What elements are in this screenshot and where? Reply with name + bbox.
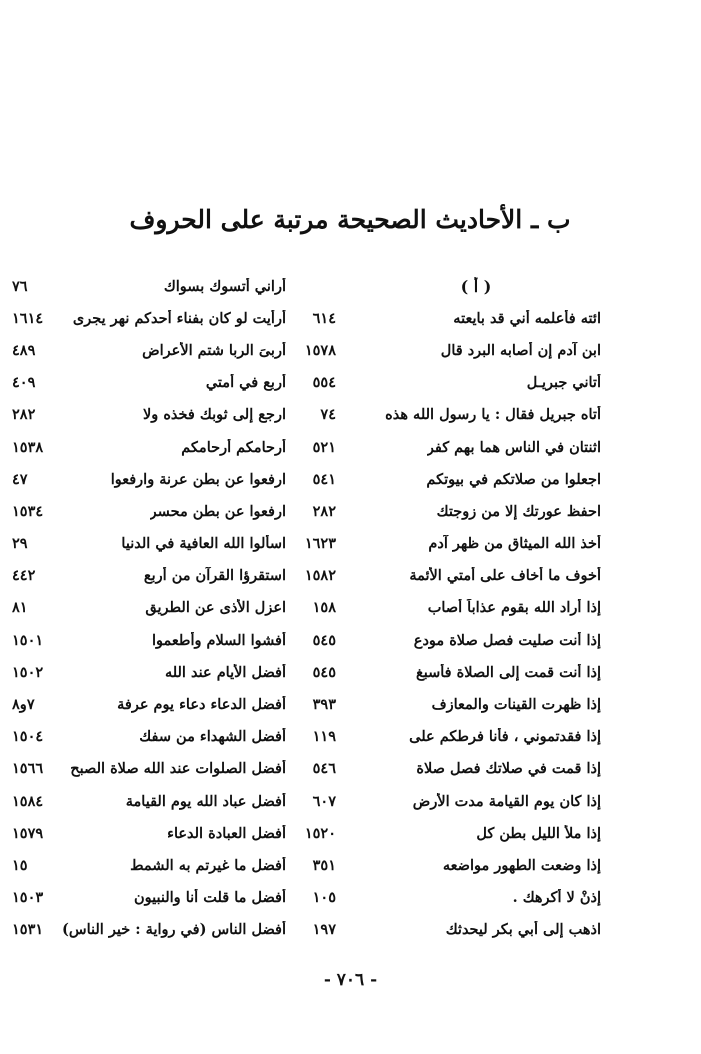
hadith-text: إذا ملأ الليل بطن كل <box>476 824 601 842</box>
hadith-number: ١٥٧٨ <box>304 341 336 359</box>
hadith-number: ١٥٣٤ <box>12 502 44 520</box>
hadith-text: أفضل عباد الله يوم القيامة <box>125 792 286 810</box>
hadith-number: ٥٤١ <box>312 470 336 488</box>
hadith-number: ٥٤٥ <box>312 631 336 649</box>
hadith-number: ١٥٨٤ <box>12 792 44 810</box>
hadith-text: أفضل الدعاء دعاء يوم عرفة <box>117 696 286 714</box>
index-entry <box>304 560 601 592</box>
hadith-number: ١٦١٤ <box>12 309 44 327</box>
hadith-number: ٧٤ <box>320 406 336 424</box>
hadith-text: أفشوا السلام وأطعموا <box>152 631 286 649</box>
index-entry <box>6 463 286 495</box>
index-entry <box>312 302 601 334</box>
index-entry <box>6 914 286 946</box>
index-entry <box>312 592 601 624</box>
index-entry <box>6 753 286 785</box>
hadith-number: ٤٨٩ <box>12 341 36 359</box>
hadith-text: أخوف ما أخاف على أمتي الأئمة <box>409 567 601 585</box>
hadith-number: ٦١٤ <box>312 309 336 327</box>
hadith-text: أراني أتسوك بسواك <box>163 277 286 295</box>
index-entry <box>312 367 601 399</box>
index-entry <box>6 624 286 656</box>
hadith-number: ٧و٨ <box>12 696 35 714</box>
hadith-number: ١٥٨ <box>312 599 336 617</box>
index-entry <box>6 270 286 302</box>
hadith-number: ٦٠٧ <box>312 792 336 810</box>
hadith-number: ٣٩٣ <box>312 696 336 714</box>
hadith-number: ٥٤٥ <box>312 663 336 681</box>
hadith-text: أفضل الصلوات عند الله صلاة الصبح <box>70 760 286 778</box>
index-entry <box>312 624 601 656</box>
hadith-number: ٥٥٤ <box>312 374 336 392</box>
right-column <box>304 270 601 946</box>
index-entry <box>312 463 601 495</box>
index-entry <box>6 721 286 753</box>
hadith-text: احفظ عورتك إلا من زوجتك <box>436 502 601 520</box>
hadith-number: ٧٦ <box>12 277 28 295</box>
hadith-text: أربع في أمتي <box>205 374 286 392</box>
index-entry <box>6 656 286 688</box>
hadith-text: استقرؤا القرآن من أربع <box>143 567 286 585</box>
index-entry <box>6 817 286 849</box>
hadith-number: ٥٢١ <box>312 438 336 456</box>
hadith-text: ابن آدم إن أصابه البرد قال <box>440 341 601 359</box>
hadith-text: إذا فقدتموني ، فأنا فرطكم على <box>409 728 601 746</box>
hadith-number: ١٥٢٠ <box>304 824 336 842</box>
hadith-number: ٢٨٢ <box>312 502 336 520</box>
hadith-number: ١٥ <box>12 856 28 874</box>
hadith-text: أخذ الله الميثاق من ظهر آدم <box>428 535 601 553</box>
hadith-number: ١٥٣٨ <box>12 438 44 456</box>
hadith-text: ائته فأعلمه أني قد بايعته <box>453 309 601 327</box>
hadith-number: ١١٩ <box>312 728 336 746</box>
hadith-text: ارجع إلى ثوبك فخذه ولا <box>143 406 286 424</box>
hadith-text: أرأيت لو كان بفناء أحدكم نهر يجرى <box>72 309 286 327</box>
index-entry <box>6 849 286 881</box>
hadith-text: أرحامكم أرحامكم <box>181 438 286 456</box>
hadith-number: ١٥٧٩ <box>12 824 44 842</box>
hadith-text: أربىَ الربا شتم الأعراض <box>142 341 286 359</box>
hadith-number: ٥٤٦ <box>312 760 336 778</box>
index-entry <box>6 688 286 720</box>
hadith-text: أفضل ما غيرتم به الشمط <box>130 856 286 874</box>
index-entry <box>304 334 601 366</box>
index-entry <box>312 688 601 720</box>
hadith-text: إذا أنت صليت فصل صلاة مودع <box>413 631 601 649</box>
hadith-number: ٣٥١ <box>312 856 336 874</box>
index-entry <box>6 882 286 914</box>
hadith-text: أفضل العبادة الدعاء <box>167 824 286 842</box>
index-entry <box>6 528 286 560</box>
section-letter: ( أ ) <box>460 276 492 296</box>
hadith-text: أفضل الناس (في رواية : خير الناس) <box>62 921 286 939</box>
hadith-number: ٢٩ <box>12 535 28 553</box>
hadith-number: ١٥٠٤ <box>12 728 44 746</box>
index-entry <box>312 431 601 463</box>
hadith-number: ١٦٢٣ <box>304 535 336 553</box>
hadith-text: إذا ظهرت القينات والمعازف <box>431 696 601 714</box>
hadith-text: ارفعوا عن بطن عرنة وارفعوا <box>110 470 286 488</box>
hadith-text: إذا أراد الله بقوم عذاباً أصاب <box>427 599 601 617</box>
hadith-text: أتاني جبريـل <box>526 374 601 392</box>
hadith-text: إذا كان يوم القيامة مدت الأرض <box>412 792 601 810</box>
hadith-text: ارفعوا عن بطن محسر <box>149 502 286 520</box>
hadith-text: إذنْ لا أكرهك . <box>512 889 601 907</box>
index-entry <box>312 882 601 914</box>
index-entry <box>6 495 286 527</box>
index-entry <box>6 431 286 463</box>
section-heading <box>351 270 601 302</box>
index-entry <box>6 785 286 817</box>
hadith-text: اعزل الأذى عن الطريق <box>145 599 286 617</box>
hadith-number: ١٥٦٦ <box>12 760 44 778</box>
index-entry <box>312 721 601 753</box>
hadith-text: أفضل الشهداء من سفك <box>139 728 286 746</box>
hadith-text: إذا وضعت الطهور مواضعه <box>442 856 601 874</box>
index-entry <box>6 367 286 399</box>
index-entry <box>6 302 286 334</box>
hadith-text: أفضل الأيام عند الله <box>164 663 286 681</box>
page-number: - ٧٠٦ - <box>323 970 378 990</box>
hadith-text: إذا أنت قمت إلى الصلاة فأسبغ <box>415 663 601 681</box>
index-entry <box>312 785 601 817</box>
hadith-text: أفضل ما قلت أنا والنبيون <box>133 889 286 907</box>
page-title: ب ـ الأحاديث الصحيحة مرتبة على الحروف <box>129 205 571 234</box>
hadith-number: ١٥٨٢ <box>304 567 336 585</box>
hadith-text: إذا قمت في صلاتك فصل صلاة <box>416 760 601 778</box>
index-entry <box>312 753 601 785</box>
index-entry <box>304 528 601 560</box>
hadith-number: ١٥٠١ <box>12 631 44 649</box>
hadith-number: ٤٧ <box>12 470 28 488</box>
index-entry <box>6 399 286 431</box>
index-entry <box>312 849 601 881</box>
hadith-text: اجعلوا من صلاتكم في بيوتكم <box>426 470 601 488</box>
hadith-number: ١٥٣١ <box>12 921 44 939</box>
hadith-number: ٢٨٢ <box>12 406 36 424</box>
hadith-text: اسألوا الله العافية في الدنيا <box>121 535 286 553</box>
index-entry <box>304 817 601 849</box>
index-entry <box>312 495 601 527</box>
index-entry <box>6 334 286 366</box>
index-entry <box>320 399 601 431</box>
hadith-number: ١٠٥ <box>312 889 336 907</box>
hadith-number: ٤٠٩ <box>12 374 36 392</box>
hadith-number: ١٥٠٢ <box>12 663 44 681</box>
hadith-text: أتاه جبريل فقال : يا رسول الله هذه <box>385 406 601 424</box>
hadith-text: اذهب إلى أبي بكر ليحدثك <box>445 921 601 939</box>
index-entry <box>312 656 601 688</box>
hadith-number: ١٩٧ <box>312 921 336 939</box>
hadith-text: اثنتان في الناس هما بهم كفر <box>426 438 601 456</box>
hadith-number: ١٥٠٣ <box>12 889 44 907</box>
left-column <box>6 270 286 946</box>
hadith-number: ٨١ <box>12 599 28 617</box>
index-entry <box>6 560 286 592</box>
hadith-number: ٤٤٢ <box>12 567 36 585</box>
index-entry <box>312 914 601 946</box>
index-entry <box>6 592 286 624</box>
